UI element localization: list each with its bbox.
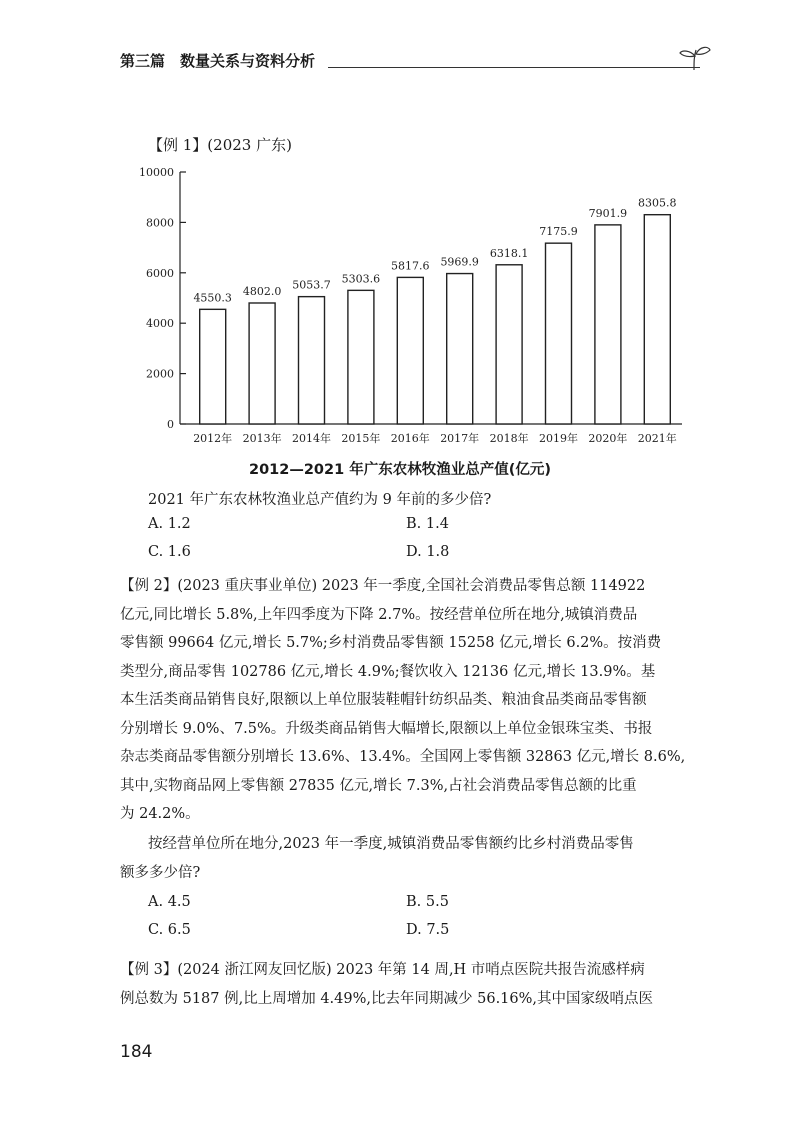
option-d: D. 7.5 xyxy=(406,922,450,938)
text-line: 为 24.2%。 xyxy=(120,806,200,822)
text-line: 杂志类商品零售额分别增长 13.6%、13.4%。全国网上零售额 32863 亿元,增长 8.6%, xyxy=(120,749,686,765)
bar xyxy=(299,297,325,424)
example-2-text xyxy=(120,572,708,829)
bar xyxy=(249,303,275,424)
y-tick-label: 2000 xyxy=(146,367,174,381)
bar-value-label: 8305.8 xyxy=(638,196,677,210)
x-tick-label: 2020年 xyxy=(588,432,628,445)
option-a: A. 4.5 xyxy=(148,894,191,910)
bar xyxy=(595,225,621,424)
bar xyxy=(546,243,572,424)
bar-value-label: 5303.6 xyxy=(341,272,381,286)
text-line: 本生活类商品销售良好,限额以上单位服装鞋帽针纺织品类、粮油食品类商品零售额 xyxy=(120,692,647,708)
bar-value-label: 7901.9 xyxy=(588,206,628,220)
running-header xyxy=(120,50,720,80)
y-tick-label: 6000 xyxy=(146,266,174,280)
bar xyxy=(644,215,670,424)
bar xyxy=(496,265,522,424)
option-b: B. 1.4 xyxy=(406,516,449,532)
bar xyxy=(200,309,226,424)
text-line: 额多多少倍? xyxy=(120,864,201,881)
option-a: A. 1.2 xyxy=(148,516,191,532)
x-tick-label: 2019年 xyxy=(539,432,578,445)
bar xyxy=(397,277,423,424)
chart-title: 2012—2021 年广东农林牧渔业总产值(亿元) xyxy=(248,462,551,478)
option-b: B. 5.5 xyxy=(406,894,449,910)
bar xyxy=(447,274,473,424)
x-tick-label: 2015年 xyxy=(341,432,381,445)
bar-value-label: 5969.9 xyxy=(440,255,479,269)
header-rule xyxy=(328,67,700,68)
page-number: 184 xyxy=(120,1042,153,1062)
bar xyxy=(348,290,374,424)
x-tick-label: 2012年 xyxy=(193,432,233,445)
y-tick-label: 4000 xyxy=(146,317,174,331)
option-c: C. 6.5 xyxy=(148,922,191,938)
example-1-label: 【例 1】(2023 广东) xyxy=(148,136,292,154)
x-tick-label: 2013年 xyxy=(242,432,282,445)
bar-value-label: 4550.3 xyxy=(193,291,232,305)
text-line: 例总数为 5187 例,比上周增加 4.49%,比去年同期减少 56.16%,其中国家级哨点医 xyxy=(120,990,654,1007)
bars xyxy=(193,197,676,424)
text-line: 类型分,商品零售 102786 亿元,增长 4.9%;餐饮收入 12136 亿元,增长 13.9%。基 xyxy=(120,663,656,680)
text-line: 零售额 99664 亿元,增长 5.7%;乡村消费品零售额 15258 亿元,增长 6.2%。按消费 xyxy=(120,635,662,651)
y-tick-label: 10000 xyxy=(139,166,174,179)
bar-value-label: 4802.0 xyxy=(242,284,282,298)
bar-value-label: 7175.9 xyxy=(539,225,578,239)
example-1-question: 2021 年广东农林牧渔业总产值约为 9 年前的多少倍? xyxy=(148,492,492,508)
option-c: C. 1.6 xyxy=(148,544,191,560)
sprout-icon xyxy=(676,42,712,72)
text-line: 亿元,同比增长 5.8%,上年四季度为下降 2.7%。按经营单位所在地分,城镇消费品 xyxy=(120,606,638,623)
text-line: 分别增长 9.0%、7.5%。升级类商品销售大幅增长,限额以上单位金银珠宝类、书报 xyxy=(120,720,653,737)
text-line: 其中,实物商品网上零售额 27835 亿元,增长 7.3%,占社会消费品零售总额的比重 xyxy=(120,777,637,794)
text-line: 按经营单位所在地分,2023 年一季度,城镇消费品零售额约比乡村消费品零售 xyxy=(148,836,634,852)
x-tick-label: 2014年 xyxy=(292,432,331,445)
x-tick-label: 2017年 xyxy=(440,432,480,445)
bar-value-label: 5817.6 xyxy=(391,259,430,273)
x-tick-label: 2016年 xyxy=(390,432,430,445)
x-tick-label: 2018年 xyxy=(489,432,529,445)
text-line: 【例 2】(2023 重庆事业单位) 2023 年一季度,全国社会消费品零售总额 114922 xyxy=(120,578,646,594)
y-tick-label: 8000 xyxy=(146,216,174,230)
y-tick-label: 0 xyxy=(167,418,174,431)
bar-value-label: 6318.1 xyxy=(489,246,529,260)
example-3-text xyxy=(120,956,708,1013)
part-title: 数量关系与资料分析 xyxy=(180,52,316,70)
x-tick-label: 2021年 xyxy=(637,432,677,445)
option-d: D. 1.8 xyxy=(406,544,450,560)
example-2-question xyxy=(120,830,708,887)
bar-value-label: 5053.7 xyxy=(292,278,331,292)
x-axis-labels xyxy=(193,431,677,445)
bar-chart xyxy=(130,160,690,460)
text-line: 【例 3】(2024 浙江网友回忆版) 2023 年第 14 周,H 市哨点医院共报告流感样病 xyxy=(120,962,645,978)
part-label: 第三篇 xyxy=(120,52,166,70)
